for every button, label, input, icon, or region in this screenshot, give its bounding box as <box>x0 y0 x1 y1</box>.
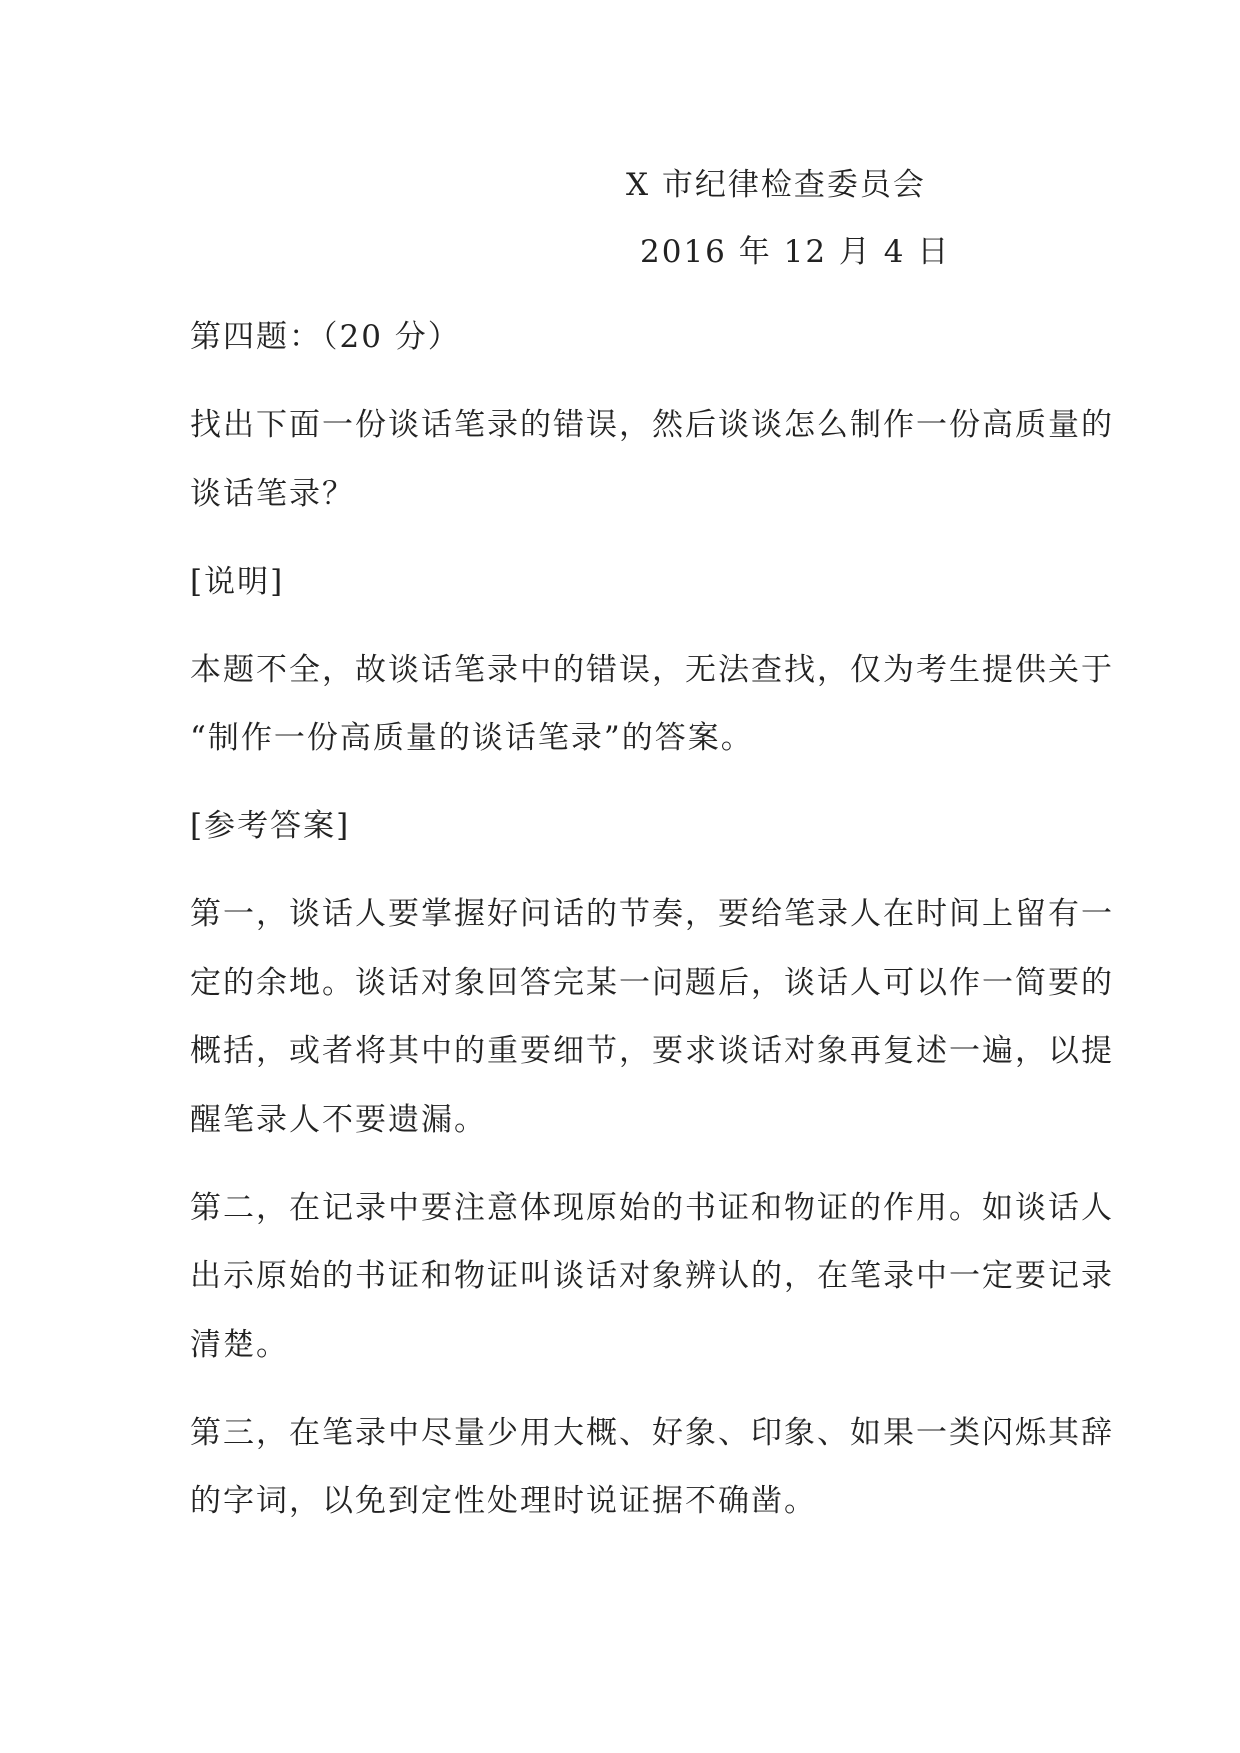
answer-paragraph-1-line: 醒笔录人不要遗漏。 <box>190 1102 487 1138</box>
answer-paragraph-1-line: 定的余地。谈话对象回答完某一问题后，谈话人可以作一简要的 <box>190 965 1114 1001</box>
signature-date: 2016 年 12 月 4 日 <box>640 234 951 270</box>
question-line: 谈话笔录？ <box>190 476 355 512</box>
note-line: 本题不全，故谈话笔录中的错误，无法查找，仅为考生提供关于 <box>190 652 1114 688</box>
answer-paragraph-3-line: 第三，在笔录中尽量少用大概、好象、印象、如果一类闪烁其辞 <box>190 1415 1114 1451</box>
answer-paragraph-1-line: 第一，谈话人要掌握好问话的节奏，要给笔录人在时间上留有一 <box>190 896 1114 932</box>
note-line: “制作一份高质量的谈话笔录”的答案。 <box>190 720 754 756</box>
question-line: 找出下面一份谈话笔录的错误，然后谈谈怎么制作一份高质量的 <box>190 407 1114 443</box>
note-heading: [说明] <box>190 564 285 600</box>
question-title: 第四题：（20 分） <box>190 319 461 355</box>
answer-paragraph-1-line: 概括，或者将其中的重要细节，要求谈话对象再复述一遍，以提 <box>190 1033 1114 1069</box>
signature-organization: X 市纪律检查委员会 <box>626 167 926 203</box>
answer-heading: [参考答案] <box>190 808 351 844</box>
answer-paragraph-2-line: 出示原始的书证和物证叫谈话对象辨认的，在笔录中一定要记录 <box>190 1258 1114 1294</box>
answer-paragraph-2-line: 清楚。 <box>190 1327 289 1363</box>
answer-paragraph-3-line: 的字词，以免到定性处理时说证据不确凿。 <box>190 1483 817 1519</box>
answer-paragraph-2-line: 第二，在记录中要注意体现原始的书证和物证的作用。如谈话人 <box>190 1190 1114 1226</box>
